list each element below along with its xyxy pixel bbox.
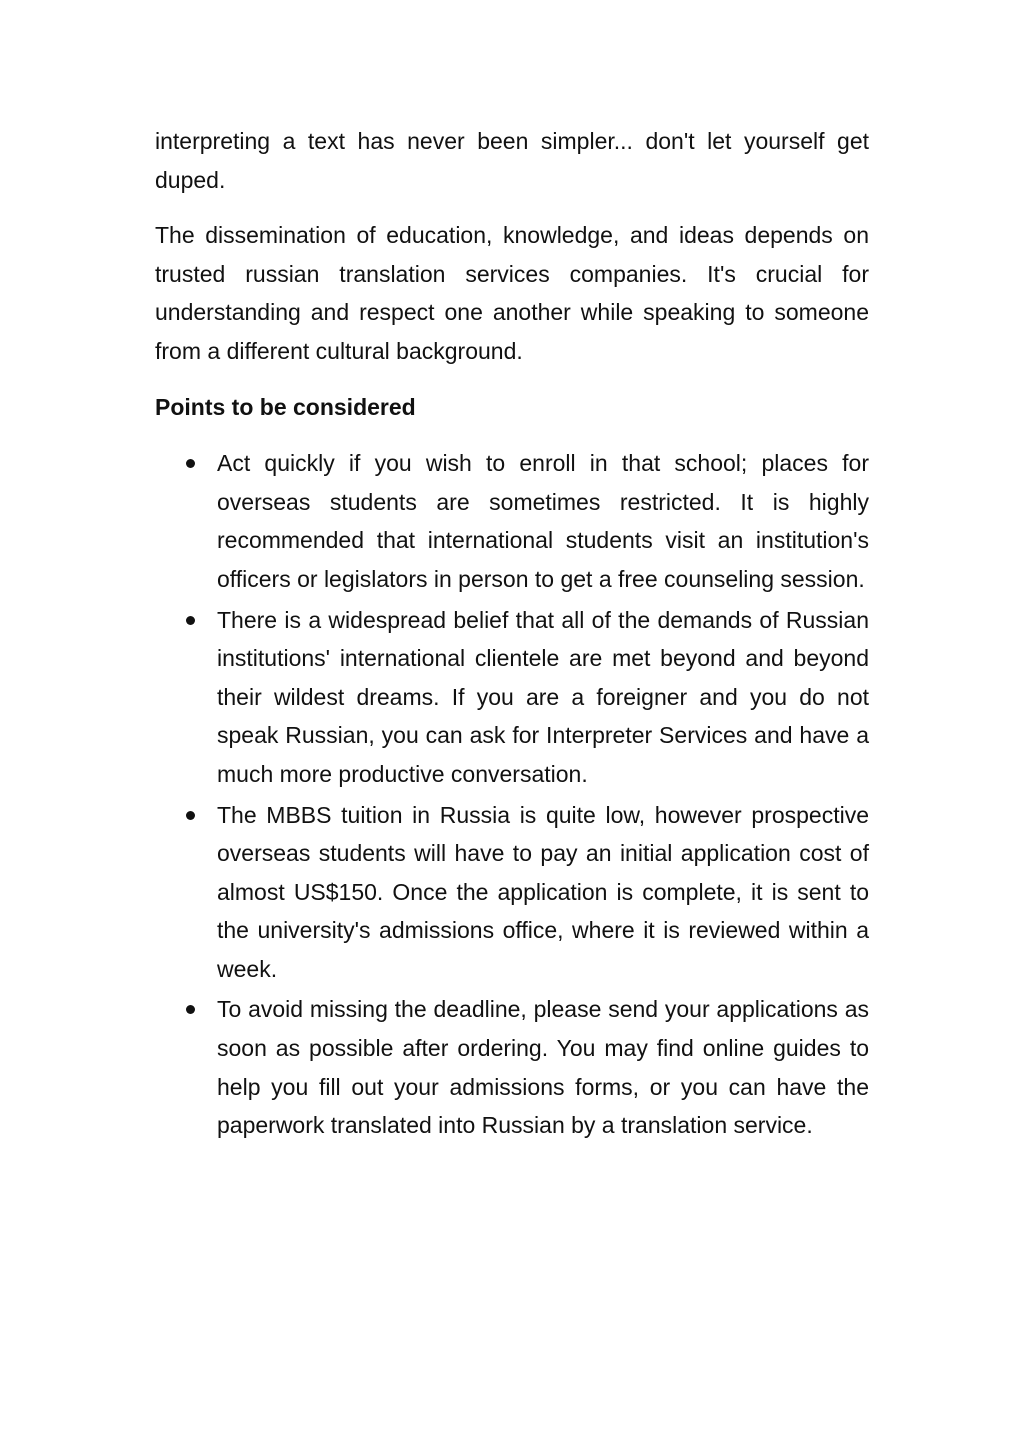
section-heading: Points to be considered — [155, 393, 416, 420]
bullet-item-deadline — [155, 990, 869, 1144]
bullet-text: There is a widespread belief that all of the demands of Russian institutions' international clientele are met beyond and beyond their wildest dreams. If you are a foreigner and you do not speak Russian, you can ask for Interpreter Services and have a much more productive conversation. — [217, 606, 869, 787]
bullet-dot-icon — [186, 616, 195, 625]
bullet-dot-icon — [186, 459, 195, 468]
bullet-list — [155, 444, 869, 1145]
bullet-dot-icon — [186, 811, 195, 820]
bullet-item-tuition — [155, 796, 869, 989]
bullet-text: To avoid missing the deadline, please send your applications as soon as possible after ordering. You may find online guides to help you fill out your admissions forms, or you can have the paperwork translated into Russian by a translation service. — [217, 996, 869, 1139]
paragraph-intro: interpreting a text has never been simpler... don't let yourself get duped. — [155, 128, 869, 193]
paragraph-dissemination: The dissemination of education, knowledge, and ideas depends on trusted russian translation services companies. It's crucial for understanding and respect one another while speaking to someone from a different cultural background. — [155, 222, 869, 364]
bullet-text: The MBBS tuition in Russia is quite low, however prospective overseas students will have to pay an initial application cost of almost US$150. Once the application is complete, it is sent to the university's admissions office, where it is reviewed within a week. — [217, 801, 869, 982]
bullet-dot-icon — [186, 1005, 195, 1014]
document-page — [155, 122, 869, 1147]
bullet-item-enroll — [155, 444, 869, 598]
bullet-text: Act quickly if you wish to enroll in that school; places for overseas students are sometimes restricted. It is highly recommended that international students visit an institution's officers or legislators in person to get a free counseling session. — [217, 450, 869, 592]
bullet-item-interpreter — [155, 601, 869, 794]
